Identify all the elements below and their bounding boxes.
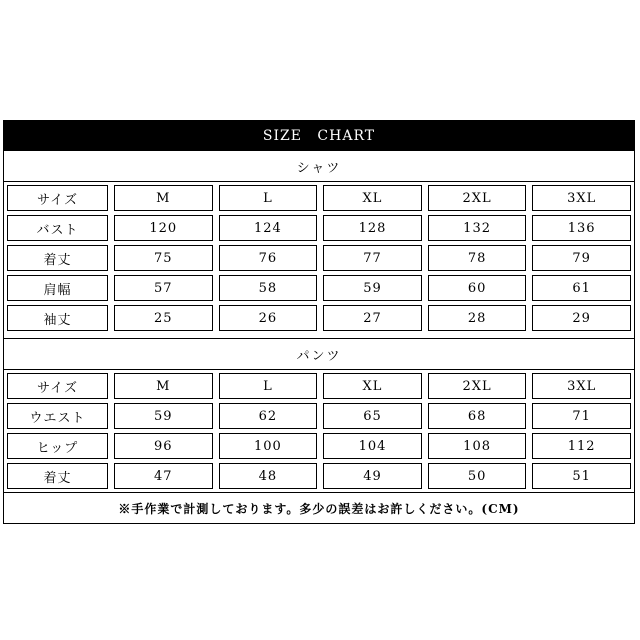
value-cell: 120	[114, 215, 213, 241]
value-cell: 79	[532, 245, 631, 271]
row-label: 着丈	[7, 463, 108, 489]
header-cell: サイズ	[7, 373, 108, 399]
value-cell: 65	[323, 403, 422, 429]
value-cell: 104	[323, 433, 422, 459]
row-label: 肩幅	[7, 275, 108, 301]
value-cell: 57	[114, 275, 213, 301]
header-cell: L	[219, 373, 318, 399]
shirt-size-table	[4, 182, 634, 334]
value-cell: 108	[428, 433, 527, 459]
value-cell: 78	[428, 245, 527, 271]
size-chart	[3, 120, 635, 524]
value-cell: 26	[219, 305, 318, 331]
row-label: 着丈	[7, 245, 108, 271]
header-cell: 3XL	[532, 185, 631, 211]
header-cell: L	[219, 185, 318, 211]
value-cell: 75	[114, 245, 213, 271]
value-cell: 112	[532, 433, 631, 459]
row-label: ヒップ	[7, 433, 108, 459]
value-cell: 49	[323, 463, 422, 489]
header-cell: XL	[323, 185, 422, 211]
value-cell: 58	[219, 275, 318, 301]
header-cell: XL	[323, 373, 422, 399]
section-title-pants: パンツ	[4, 338, 634, 370]
value-cell: 68	[428, 403, 527, 429]
header-cell: 3XL	[532, 373, 631, 399]
row-label: バスト	[7, 215, 108, 241]
row-label: 袖丈	[7, 305, 108, 331]
value-cell: 29	[532, 305, 631, 331]
value-cell: 71	[532, 403, 631, 429]
header-cell: M	[114, 185, 213, 211]
value-cell: 136	[532, 215, 631, 241]
header-cell: サイズ	[7, 185, 108, 211]
header-cell: 2XL	[428, 373, 527, 399]
header-cell: M	[114, 373, 213, 399]
value-cell: 100	[219, 433, 318, 459]
value-cell: 48	[219, 463, 318, 489]
value-cell: 132	[428, 215, 527, 241]
value-cell: 77	[323, 245, 422, 271]
value-cell: 62	[219, 403, 318, 429]
value-cell: 59	[114, 403, 213, 429]
value-cell: 28	[428, 305, 527, 331]
measurement-note: ※手作業で計測しております。多少の誤差はお許しください。(CM)	[4, 492, 634, 523]
row-label: ウエスト	[7, 403, 108, 429]
value-cell: 27	[323, 305, 422, 331]
value-cell: 96	[114, 433, 213, 459]
section-title-shirt: シャツ	[4, 151, 634, 182]
value-cell: 51	[532, 463, 631, 489]
value-cell: 76	[219, 245, 318, 271]
header-cell: 2XL	[428, 185, 527, 211]
value-cell: 61	[532, 275, 631, 301]
chart-body	[3, 151, 635, 524]
value-cell: 59	[323, 275, 422, 301]
chart-title: SIZE CHART	[3, 120, 635, 151]
value-cell: 47	[114, 463, 213, 489]
value-cell: 50	[428, 463, 527, 489]
value-cell: 124	[219, 215, 318, 241]
value-cell: 60	[428, 275, 527, 301]
pants-size-table	[4, 370, 634, 492]
value-cell: 25	[114, 305, 213, 331]
value-cell: 128	[323, 215, 422, 241]
